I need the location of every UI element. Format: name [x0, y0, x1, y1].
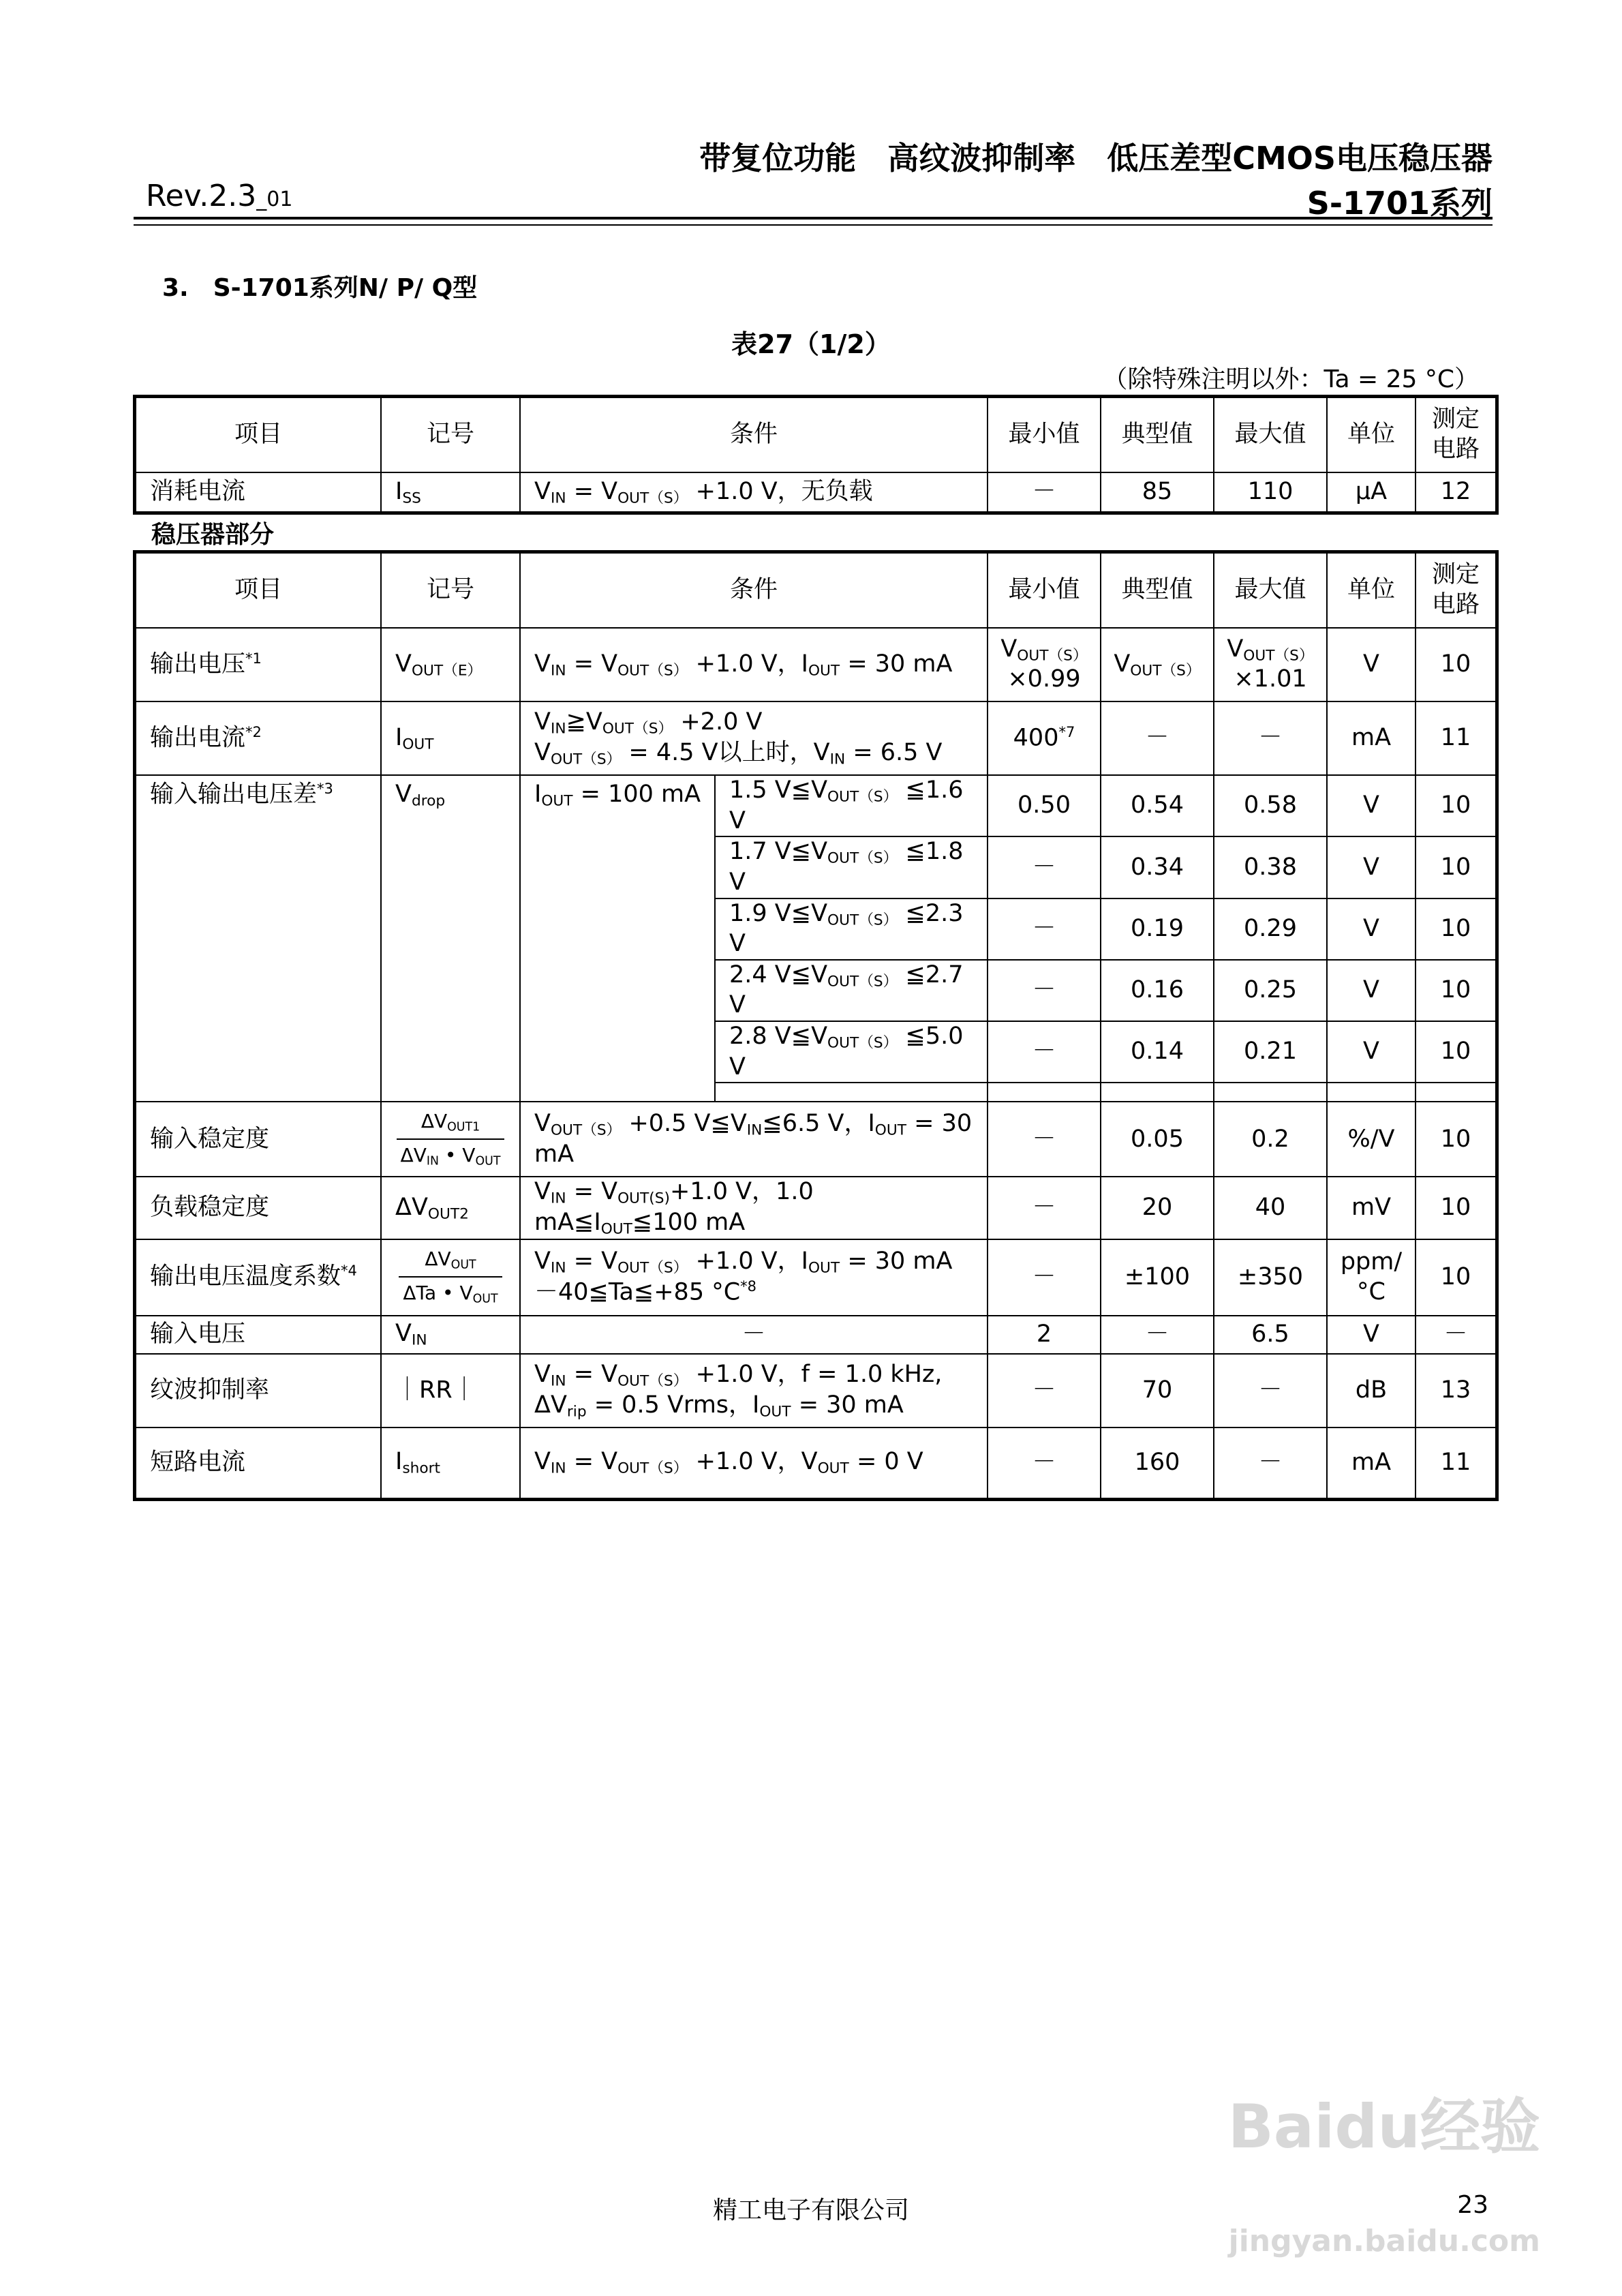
col-typ: 典型值: [1101, 553, 1214, 628]
min-cell: －: [988, 1354, 1101, 1428]
col-max: 最大值: [1214, 397, 1327, 472]
col-min: 最小值: [988, 553, 1101, 628]
item-cell: 输入电压: [136, 1316, 381, 1354]
page-number: 23: [1457, 2191, 1488, 2219]
symbol-cell: $V_{drop}$: [381, 775, 520, 1102]
unit-cell: V: [1327, 628, 1416, 701]
max-cell: ±350: [1214, 1239, 1327, 1316]
line-reg-fraction: $\frac{\Delta V_{OUT1}}{\Delta V_{IN} • V_{OUT}}$: [397, 1110, 505, 1168]
max-cell: －: [1214, 1428, 1327, 1498]
col-unit: 单位: [1327, 553, 1416, 628]
table-row: [136, 701, 1496, 775]
min-cell: －: [988, 1239, 1101, 1316]
max-cell: 0.25: [1214, 960, 1327, 1021]
table-row: [136, 1177, 1496, 1239]
condition-cell: $V_{IN} = V_{OUT(S)}+1.0$ V，1.0 $mA≦I_{OUT}≦100$ mA: [520, 1177, 988, 1239]
symbol-cell: $V_{OUT(E)}$: [381, 628, 520, 701]
col-typ: 典型值: [1101, 397, 1214, 472]
symbol-cell: $\Delta V_{OUT2}$: [381, 1177, 520, 1239]
typ-cell: 0.05: [1101, 1102, 1214, 1177]
max-cell: 0.29: [1214, 898, 1327, 960]
typ-cell: ±100: [1101, 1239, 1214, 1316]
table-header-row: [136, 553, 1496, 628]
unit-cell: V: [1327, 1316, 1416, 1354]
max-cell: 40: [1214, 1177, 1327, 1239]
min-cell: －: [988, 1021, 1101, 1083]
typ-cell: 0.14: [1101, 1021, 1214, 1083]
max-cell: 110: [1214, 472, 1327, 512]
temp-coef-fraction: $\frac{\Delta V_{OUT}}{\Delta Ta • V_{OUT}}$: [399, 1248, 502, 1306]
min-cell: －: [988, 1177, 1101, 1239]
typ-cell: 0.16: [1101, 960, 1214, 1021]
typ-cell: 20: [1101, 1177, 1214, 1239]
circuit-cell: 10: [1416, 898, 1496, 960]
table-row: [136, 1428, 1496, 1498]
spacer-cell: [715, 1083, 988, 1102]
symbol-cell: ｜RR｜: [381, 1354, 520, 1428]
typ-cell: 70: [1101, 1354, 1214, 1428]
revision-suffix: _01: [256, 187, 293, 211]
circuit-cell: －: [1416, 1316, 1496, 1354]
revision-main: Rev.2.3: [146, 179, 257, 213]
condition-cell: $V_{IN} = V_{OUT(S)} +1.0$ V，无负载: [520, 472, 988, 512]
spacer-cell: [988, 1083, 1101, 1102]
consumption-table: [135, 397, 1497, 513]
min-cell: －: [988, 898, 1101, 960]
symbol-cell: $I_{short}$: [381, 1428, 520, 1498]
symbol-cell: $V_{IN}$: [381, 1316, 520, 1354]
unit-cell: V: [1327, 1021, 1416, 1083]
item-cell: 短路电流: [136, 1428, 381, 1498]
unit-cell: V: [1327, 836, 1416, 898]
item-cell: 负载稳定度: [136, 1177, 381, 1239]
unit-cell: mA: [1327, 1428, 1416, 1498]
col-circuit-line1: 测定: [1431, 406, 1480, 434]
table-row: [136, 775, 1496, 836]
max-cell: 6.5: [1214, 1316, 1327, 1354]
spacer-cell: [1416, 1083, 1496, 1102]
spacer-cell: [1214, 1083, 1327, 1102]
circuit-cell: 11: [1416, 701, 1496, 775]
table-caption: 表27（1/2）: [731, 329, 891, 359]
condition-cell: $V_{IN} = V_{OUT(S)} +1.0$ V，$V_{OUT} = 0$ V: [520, 1428, 988, 1498]
range-cell: 1.7 $V≦V_{OUT(S)}$ ≦1.8 V: [715, 836, 988, 898]
item-cell: 输出电压$^{*1}$: [136, 628, 381, 701]
min-cell: 2: [988, 1316, 1101, 1354]
circuit-cell: 10: [1416, 960, 1496, 1021]
item-cell: 输出电流$^{*2}$: [136, 701, 381, 775]
condition-cell: －: [520, 1316, 988, 1354]
circuit-cell: 10: [1416, 628, 1496, 701]
min-cell: $V_{OUT(S)}$ ×0.99: [988, 628, 1101, 701]
col-min: 最小值: [988, 397, 1101, 472]
circuit-cell: 10: [1416, 1239, 1496, 1316]
spacer-cell: [1327, 1083, 1416, 1102]
col-item: 项目: [136, 397, 381, 472]
table-header-row: [136, 397, 1496, 472]
typ-cell: 0.34: [1101, 836, 1214, 898]
col-circuit-line2: 电路: [1431, 436, 1480, 463]
col-max: 最大值: [1214, 553, 1327, 628]
min-cell: －: [988, 472, 1101, 512]
min-cell: 400$^{*7}$: [988, 701, 1101, 775]
regulator-heading: 稳压器部分: [151, 521, 275, 549]
circuit-cell: 12: [1416, 472, 1496, 512]
typ-cell: 85: [1101, 472, 1214, 512]
unit-cell: μA: [1327, 472, 1416, 512]
condition-note: （除特殊注明以外：Ta = 25 °C）: [1103, 365, 1479, 393]
unit-cell: %/V: [1327, 1102, 1416, 1177]
col-circuit-line1: 测定: [1431, 561, 1480, 589]
max-cell: 0.58: [1214, 775, 1327, 836]
condition-cell: $I_{OUT} = 100$ mA: [520, 775, 715, 1102]
typ-cell: －: [1101, 701, 1214, 775]
col-condition: 条件: [520, 397, 988, 472]
max-cell: 0.38: [1214, 836, 1327, 898]
col-circuit: [1416, 553, 1496, 628]
header-rule-thick: [134, 217, 1493, 220]
col-symbol: 记号: [381, 553, 520, 628]
footer-company: 精工电子有限公司: [712, 2196, 909, 2224]
circuit-cell: 10: [1416, 836, 1496, 898]
symbol-cell: [381, 1102, 520, 1177]
circuit-cell: 10: [1416, 1021, 1496, 1083]
condition-cell: $V_{IN} = V_{OUT(S)} +1.0$ V，f = 1.0 kHz, $\Delta V_{rip} = 0.5$ Vrms，$I_{OUT} = 30$ mA: [520, 1354, 988, 1428]
table-row: [136, 1102, 1496, 1177]
table-row: [136, 628, 1496, 701]
max-cell: －: [1214, 701, 1327, 775]
typ-cell: 160: [1101, 1428, 1214, 1498]
unit-cell: mV: [1327, 1177, 1416, 1239]
typ-cell: $V_{OUT(S)}$: [1101, 628, 1214, 701]
typ-cell: －: [1101, 1316, 1214, 1354]
range-cell: 2.4 $V≦V_{OUT(S)}$ ≦2.7 V: [715, 960, 988, 1021]
unit-cell: mA: [1327, 701, 1416, 775]
revision-label: [146, 179, 292, 213]
unit-cell: V: [1327, 960, 1416, 1021]
circuit-cell: 10: [1416, 1102, 1496, 1177]
min-cell: 0.50: [988, 775, 1101, 836]
circuit-cell: 10: [1416, 775, 1496, 836]
max-cell: $V_{OUT(S)}$ ×1.01: [1214, 628, 1327, 701]
condition-cell: $V_{IN}≧V_{OUT(S)} +2.0$ V $V_{OUT(S)} = 4.5$ V以上时，$V_{IN} = 6.5$ V: [520, 701, 988, 775]
item-cell: 纹波抑制率: [136, 1354, 381, 1428]
circuit-cell: 10: [1416, 1177, 1496, 1239]
max-cell: －: [1214, 1354, 1327, 1428]
table-row: [136, 1239, 1496, 1316]
document-series-name: S-1701系列: [1306, 185, 1493, 222]
item-cell: 输入稳定度: [136, 1102, 381, 1177]
range-cell: 1.5 $V≦V_{OUT(S)}$ ≦1.6 V: [715, 775, 988, 836]
unit-cell: V: [1327, 898, 1416, 960]
watermark-url: jingyan.baidu.com: [1228, 2224, 1540, 2259]
condition-cell: $V_{IN} = V_{OUT(S)} +1.0$ V，$I_{OUT} = 30$ mA －40≦Ta≦+85 $^\circ C^{*8}$: [520, 1239, 988, 1316]
watermark-logo: Baidu经验: [1227, 2091, 1540, 2162]
unit-cell: V: [1327, 775, 1416, 836]
circuit-cell: 11: [1416, 1428, 1496, 1498]
table-row: [136, 1354, 1496, 1428]
max-cell: 0.2: [1214, 1102, 1327, 1177]
spacer-cell: [1101, 1083, 1214, 1102]
condition-cell: $V_{OUT(S)} +0.5$ $V≦V_{IN}≦6.5$ V，$I_{OUT} = 30$ mA: [520, 1102, 988, 1177]
min-cell: －: [988, 1428, 1101, 1498]
min-cell: －: [988, 1102, 1101, 1177]
range-cell: 2.8 $V≦V_{OUT(S)}$ ≦5.0 V: [715, 1021, 988, 1083]
condition-cell: $V_{IN} = V_{OUT(S)} +1.0$ V，$I_{OUT} = 30$ mA: [520, 628, 988, 701]
section-title: 3. S-1701系列N/ P/ Q型: [162, 274, 478, 302]
col-circuit-line2: 电路: [1431, 591, 1480, 618]
col-condition: 条件: [520, 553, 988, 628]
col-item: 项目: [136, 553, 381, 628]
col-symbol: 记号: [381, 397, 520, 472]
table-row: [136, 472, 1496, 512]
unit-cell: ppm/ °C: [1327, 1239, 1416, 1316]
item-cell: 消耗电流: [136, 472, 381, 512]
min-cell: －: [988, 836, 1101, 898]
typ-cell: 0.19: [1101, 898, 1214, 960]
document-header-title: 带复位功能 高纹波抑制率 低压差型CMOS电压稳压器: [699, 140, 1493, 177]
typ-cell: 0.54: [1101, 775, 1214, 836]
header-rule-thin: [134, 224, 1493, 226]
col-unit: 单位: [1327, 397, 1416, 472]
max-cell: 0.21: [1214, 1021, 1327, 1083]
min-cell: －: [988, 960, 1101, 1021]
unit-cell: dB: [1327, 1354, 1416, 1428]
symbol-cell: [381, 1239, 520, 1316]
item-cell: 输入输出电压差$^{*3}$: [136, 775, 381, 1102]
symbol-cell: $I_{OUT}$: [381, 701, 520, 775]
circuit-cell: 13: [1416, 1354, 1496, 1428]
symbol-cell: $I_{SS}$: [381, 472, 520, 512]
regulator-table: [135, 552, 1497, 1499]
item-cell: 输出电压温度系数$^{*4}$: [136, 1239, 381, 1316]
col-circuit: [1416, 397, 1496, 472]
table-row: [136, 1316, 1496, 1354]
range-cell: 1.9 $V≦V_{OUT(S)}$ ≦2.3 V: [715, 898, 988, 960]
